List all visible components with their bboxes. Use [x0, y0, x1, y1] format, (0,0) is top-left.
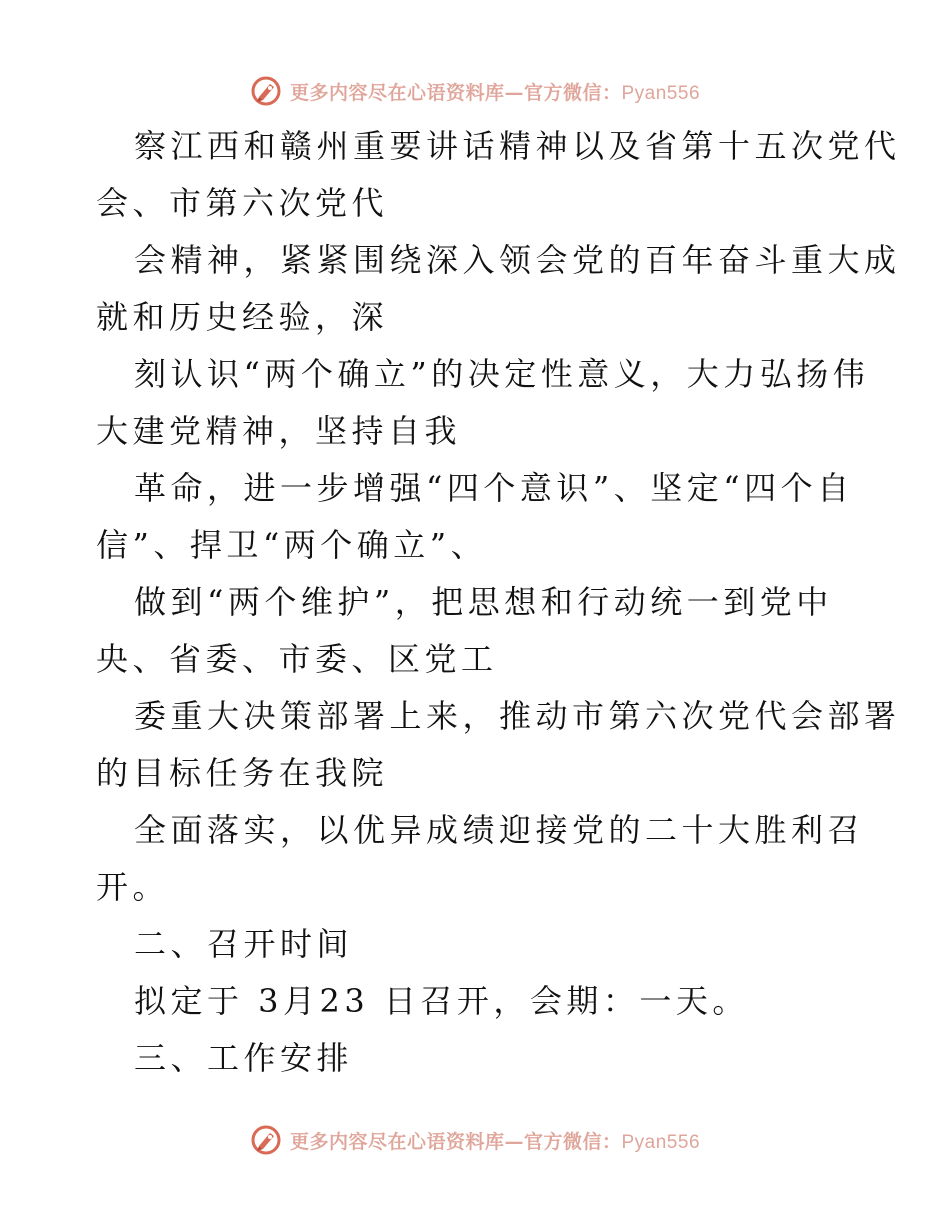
pen-nib-logo-icon	[250, 1124, 282, 1156]
body-line: 开。	[96, 868, 170, 906]
body-line: 会、市第六次党代	[96, 184, 389, 222]
body-line: 就和历史经验，深	[96, 298, 389, 336]
body-line: 大建党精神，坚持自我	[96, 412, 462, 450]
body-line: 察江西和赣州重要讲话精神以及省第十五次党代	[134, 127, 901, 165]
body-line: 拟定于 3月23 日召开，会期：一天。	[134, 982, 749, 1020]
pen-nib-logo-icon	[250, 75, 282, 107]
header-watermark	[0, 71, 950, 111]
document-body	[96, 118, 901, 1087]
header-watermark-text: 更多内容尽在心语资料库—官方微信：Pyan556	[289, 81, 701, 104]
body-line: 革命，进一步增强“四个意识”、坚定“四个自	[134, 469, 854, 507]
body-line: 委重大决策部署上来，推动市第六次党代会部署	[134, 697, 901, 735]
footer-watermark-text: 更多内容尽在心语资料库—官方微信：Pyan556	[289, 1130, 701, 1153]
section-heading: 三、工作安排	[134, 1039, 354, 1077]
body-line: 刻认识“两个确立”的决定性意义，大力弘扬伟	[134, 355, 870, 393]
body-line: 会精神，紧紧围绕深入领会党的百年奋斗重大成	[134, 241, 901, 279]
body-line: 信”、捍卫“两个确立”、	[96, 526, 488, 564]
body-line: 全面落实，以优异成绩迎接党的二十大胜利召	[134, 811, 865, 849]
footer-watermark	[0, 1120, 950, 1160]
section-heading: 二、召开时间	[134, 925, 354, 963]
body-line: 央、省委、市委、区党工	[96, 640, 498, 678]
body-line: 的目标任务在我院	[96, 754, 389, 792]
body-line: 做到“两个维护”，把思想和行动统一到党中	[134, 583, 833, 621]
